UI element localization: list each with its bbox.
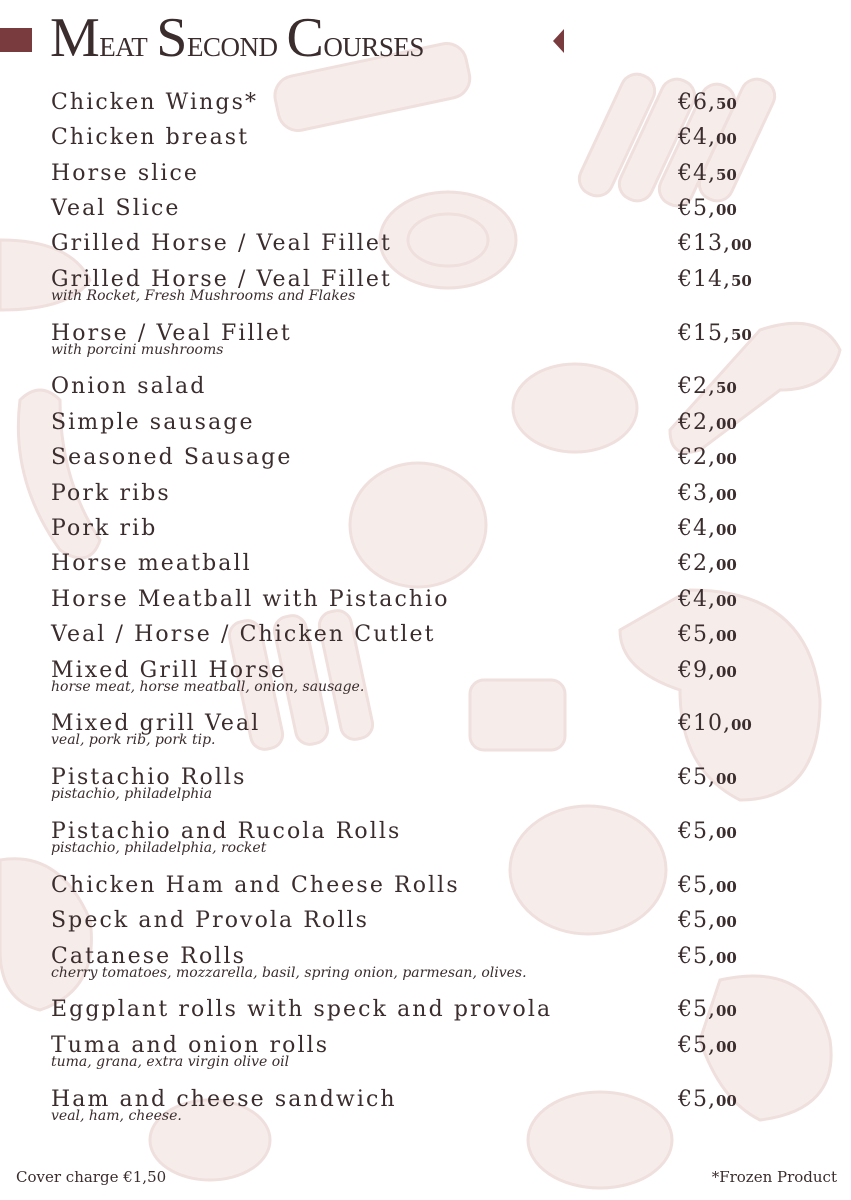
item-price: €5,00 <box>678 944 737 969</box>
item-price: €5,00 <box>678 196 737 221</box>
item-name: Grilled Horse / Veal Fillet <box>51 231 392 256</box>
item-name: Tuma and onion rolls <box>51 1033 330 1058</box>
item-name: Mixed Grill Horse <box>51 658 287 683</box>
item-price: €10,00 <box>678 711 752 736</box>
item-price: €4,00 <box>678 125 737 150</box>
menu-item <box>51 516 157 542</box>
item-name: Horse / Veal Fillet <box>51 321 292 346</box>
item-price: €5,00 <box>678 997 737 1022</box>
item-name: Chicken Ham and Cheese Rolls <box>51 873 460 898</box>
item-description: veal, pork rib, pork tip. <box>51 732 216 748</box>
menu-item <box>51 622 436 648</box>
item-name: Horse meatball <box>51 551 252 576</box>
item-name: Pork rib <box>51 516 158 541</box>
item-name: Grilled Horse / Veal Fillet <box>51 267 392 292</box>
menu-item <box>51 765 247 802</box>
item-name: Horse slice <box>51 161 200 186</box>
menu-item <box>51 196 181 222</box>
page-title: Meat Second Courses <box>50 7 424 69</box>
item-price: €9,00 <box>678 658 737 683</box>
item-name: Chicken breast <box>51 125 250 150</box>
item-name: Ham and cheese sandwich <box>51 1087 397 1112</box>
item-price: €5,00 <box>678 1033 737 1058</box>
item-name: Catanese Rolls <box>51 944 246 969</box>
item-name: Veal Slice <box>51 196 181 221</box>
item-price: €4,00 <box>678 516 737 541</box>
menu-item <box>51 125 249 151</box>
item-description: cherry tomatoes, mozzarella, basil, spring onion, parmesan, olives. <box>51 965 527 981</box>
item-description: pistachio, philadelphia <box>51 786 213 802</box>
item-description: with porcini mushrooms <box>51 342 224 358</box>
frozen-product-note: *Frozen Product <box>711 1168 837 1186</box>
menu-item <box>51 481 171 507</box>
menu-item <box>51 908 369 934</box>
item-name: Seasoned Sausage <box>51 445 293 470</box>
menu-item <box>51 374 206 400</box>
menu-item <box>51 410 255 436</box>
item-price: €5,00 <box>678 908 737 933</box>
menu-item <box>51 90 258 116</box>
menu-item <box>51 658 364 695</box>
item-price: €4,00 <box>678 587 737 612</box>
item-price: €5,00 <box>678 765 737 790</box>
menu-item <box>51 445 292 471</box>
item-price: €2,50 <box>678 374 737 399</box>
item-name: Simple sausage <box>51 410 255 435</box>
item-price: €2,00 <box>678 445 737 470</box>
item-price: €3,00 <box>678 481 737 506</box>
item-price: €5,00 <box>678 622 737 647</box>
item-price: €4,50 <box>678 161 737 186</box>
item-name: Chicken Wings* <box>51 90 259 115</box>
item-name: Speck and Provola Rolls <box>51 908 370 933</box>
item-name: Pistachio Rolls <box>51 765 247 790</box>
menu-item <box>51 944 527 981</box>
item-name: Pistachio and Rucola Rolls <box>51 819 402 844</box>
menu-item <box>51 1087 397 1124</box>
item-price: €14,50 <box>678 267 752 292</box>
menu-item <box>51 267 392 304</box>
item-price: €2,00 <box>678 551 737 576</box>
item-description: veal, ham, cheese. <box>51 1108 182 1124</box>
cover-charge-note: Cover charge €1,50 <box>16 1168 167 1186</box>
menu-item <box>51 231 392 257</box>
menu-item <box>51 997 552 1023</box>
item-name: Pork ribs <box>51 481 171 506</box>
item-name: Horse Meatball with Pistachio <box>51 587 450 612</box>
item-name: Veal / Horse / Chicken Cutlet <box>51 622 436 647</box>
menu-item <box>51 1033 329 1070</box>
item-description: tuma, grana, extra virgin olive oil <box>51 1054 290 1070</box>
item-price: €6,50 <box>678 90 737 115</box>
item-description: pistachio, philadelphia, rocket <box>51 840 267 856</box>
item-name: Eggplant rolls with speck and provola <box>51 997 553 1022</box>
menu-item <box>51 161 199 187</box>
menu-item <box>51 587 450 613</box>
menu-item <box>51 321 292 358</box>
item-price: €5,00 <box>678 873 737 898</box>
item-name: Onion salad <box>51 374 207 399</box>
item-price: €15,50 <box>678 321 752 346</box>
item-name: Mixed grill Veal <box>51 711 261 736</box>
item-price: €13,00 <box>678 231 752 256</box>
item-price: €5,00 <box>678 819 737 844</box>
menu-item <box>51 551 252 577</box>
menu-item <box>51 873 460 899</box>
item-price: €5,00 <box>678 1087 737 1112</box>
menu-item <box>51 819 401 856</box>
menu-item <box>51 711 260 748</box>
item-price: €2,00 <box>678 410 737 435</box>
item-description: horse meat, horse meatball, onion, sausage. <box>51 679 365 695</box>
item-description: with Rocket, Fresh Mushrooms and Flakes <box>51 288 356 304</box>
